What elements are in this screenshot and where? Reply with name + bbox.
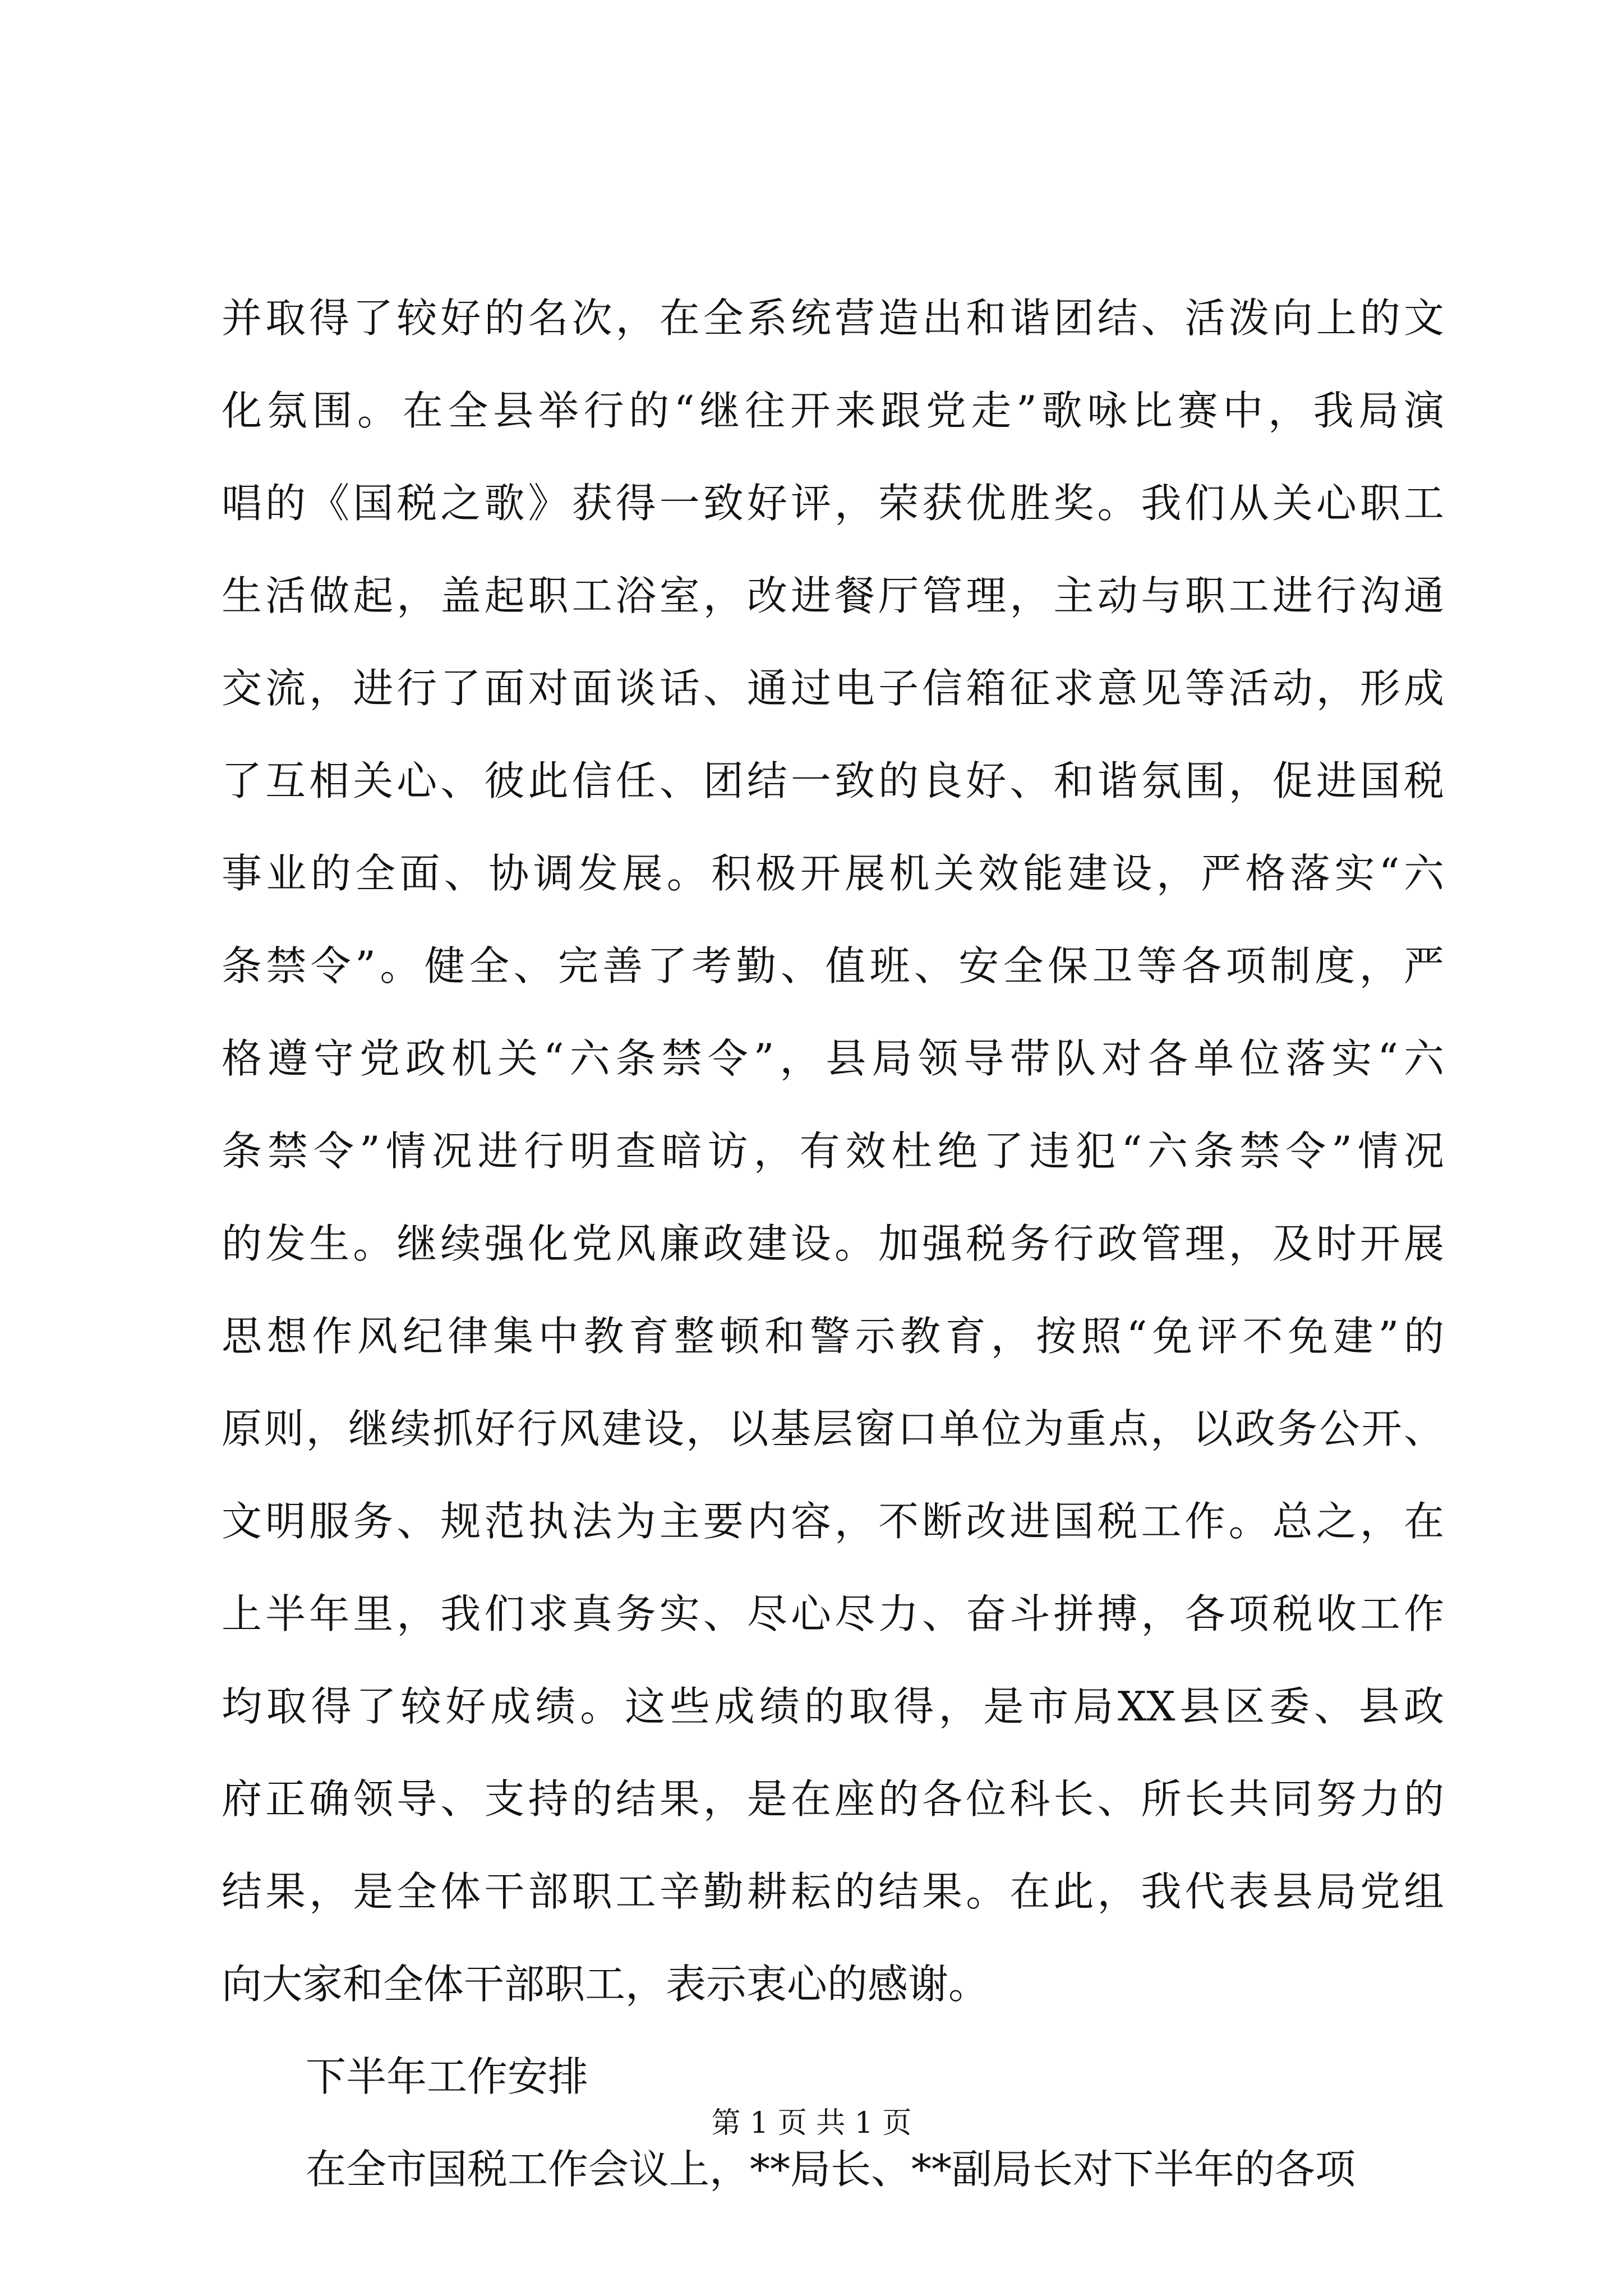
body-line: 条禁令”。健全、完善了考勤、值班、安全保卫等各项制度，严 bbox=[222, 942, 1444, 990]
body-line: 文明服务、规范执法为主要内容，不断改进国税工作。总之，在 bbox=[222, 1498, 1444, 1545]
body-line: 交流，进行了面对面谈话、通过电子信箱征求意见等活动，形成 bbox=[222, 665, 1444, 712]
body-line: 结果，是全体干部职工辛勤耕耘的结果。在此，我代表县局党组 bbox=[222, 1868, 1444, 1915]
body-line: 事业的全面、协调发展。积极开展机关效能建设，严格落实“六 bbox=[222, 850, 1444, 897]
body-line: 原则，继续抓好行风建设，以基层窗口单位为重点，以政务公开、 bbox=[222, 1405, 1444, 1452]
body-line: 生活做起，盖起职工浴室，改进餐厅管理，主动与职工进行沟通 bbox=[222, 572, 1444, 619]
body-line: 府正确领导、支持的结果，是在座的各位科长、所长共同努力的 bbox=[222, 1775, 1444, 1823]
body-line: 唱的《国税之歌》获得一致好评，荣获优胜奖。我们从关心职工 bbox=[222, 480, 1444, 527]
document-body bbox=[222, 272, 1444, 2216]
page-footer: 第 1 页 共 1 页 bbox=[711, 2106, 912, 2140]
body-line: 的发生。继续强化党风廉政建设。加强税务行政管理，及时开展 bbox=[222, 1220, 1444, 1267]
body-line: 上半年里，我们求真务实、尽心尽力、奋斗拼搏，各项税收工作 bbox=[222, 1590, 1444, 1637]
paragraph-first-line: 在全市国税工作会议上，**局长、**副局长对下半年的各项 bbox=[306, 2146, 1356, 2193]
body-line: 均取得了较好成绩。这些成绩的取得，是市局XX县区委、县政 bbox=[222, 1683, 1444, 1730]
body-line: 向大家和全体干部职工，表示衷心的感谢。 bbox=[222, 1961, 989, 2008]
section-heading: 下半年工作安排 bbox=[306, 2053, 589, 2100]
body-line: 并取得了较好的名次，在全系统营造出和谐团结、活泼向上的文 bbox=[222, 295, 1444, 342]
body-line: 格遵守党政机关“六条禁令”，县局领导带队对各单位落实“六 bbox=[222, 1035, 1444, 1082]
body-line: 思想作风纪律集中教育整顿和警示教育，按照“免评不免建”的 bbox=[222, 1313, 1444, 1360]
body-line: 了互相关心、彼此信任、团结一致的良好、和谐氛围，促进国税 bbox=[222, 757, 1444, 804]
body-line: 化氛围。在全县举行的“继往开来跟党走”歌咏比赛中，我局演 bbox=[222, 387, 1444, 434]
body-line: 条禁令”情况进行明查暗访，有效杜绝了违犯“六条禁令”情况 bbox=[222, 1128, 1444, 1175]
